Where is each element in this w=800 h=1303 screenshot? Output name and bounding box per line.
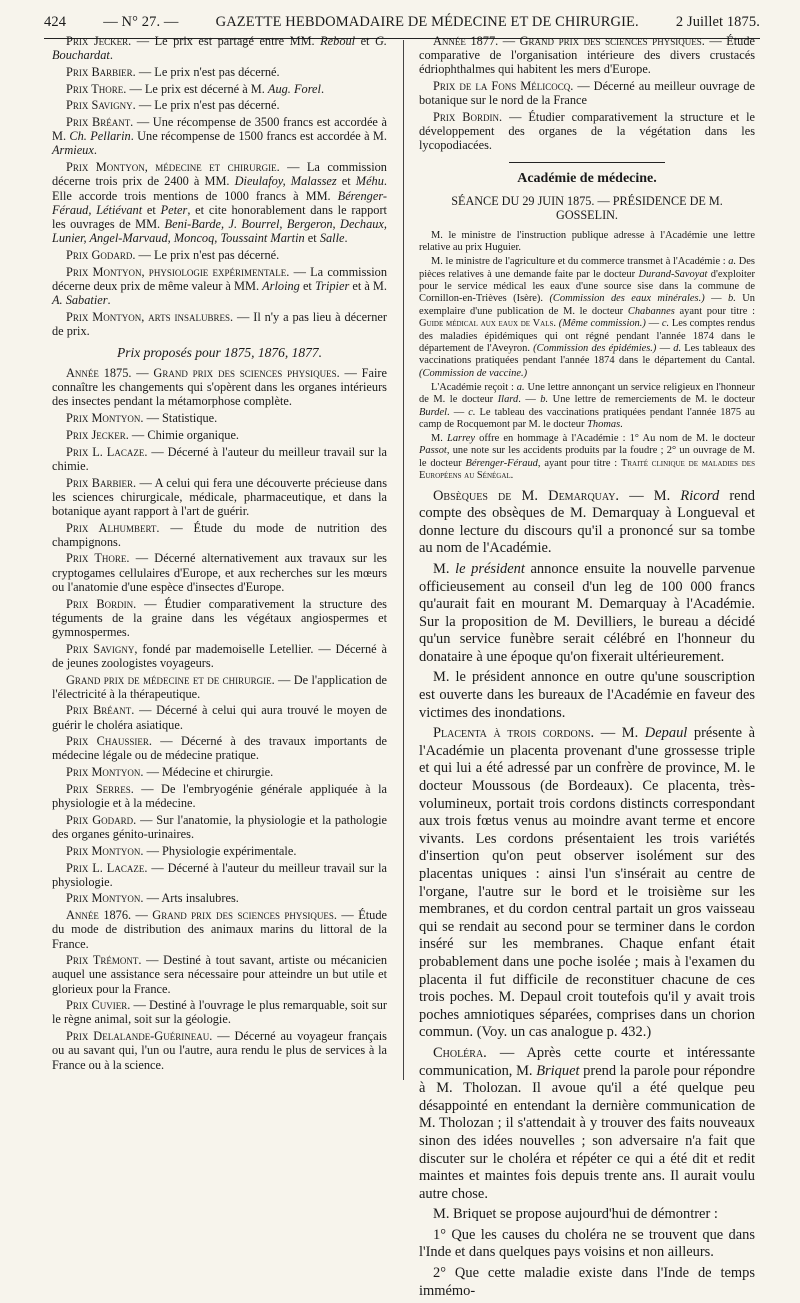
paragraph: Prix Thore. — Le prix est décerné à M. Aug. Forel. — [66, 81, 325, 96]
page-header — [44, 10, 760, 34]
paragraph: M. le président annonce en outre qu'une souscription est ouverte dans les bureaux de l'Académie en faveur des victimes des inondations. — [419, 669, 755, 721]
correspondence-block — [419, 230, 755, 483]
paragraph: Prix Savigny. — Le prix n'est pas décerné. — [66, 98, 280, 113]
paragraph: Prix Cuvier. — Destiné à l'ouvrage le plus remarquable, soit sur le règne animal, soit sur la géologie. — [52, 998, 387, 1027]
paragraph: Prix Thore. — Décerné alternativement aux travaux sur les cryptogames cellulaires d'Europe, et aux recherches sur les mœurs ou l'anatomie d'une espèce d'insectes d'Europe. — [52, 551, 387, 594]
proceedings-block — [419, 488, 755, 1301]
paragraph: M. Briquet se propose aujourd'hui de démontrer : — [433, 1206, 718, 1223]
paragraph: M. le ministre de l'agriculture et du commerce transmet à l'Académie : a. Des pièces relatives à une demande faite par le docteur Durand-Savoyat d'exploiter pour le service médical les eaux d'une source sise dans la commune de Cornillon-en-Trièves (Isère). (Commission des eaux minérales.) — b. Un exemplaire d'une publication de M. le docteur Chabannes ayant pour titre : Guide médical aux eaux de Vals. (Même commission.) — c. Les comptes rendus des maladies épidémiques qui ont régné pendant l'année 1874 dans le département de l'Aveyron. (Commission des épidémies.) — d. Les tableaux des vaccinations pratiquées pendant l'année 1874 dans le département du Cantal. (Commission de vaccine.) — [419, 256, 756, 379]
academy-heading: Académie de médecine. — [517, 171, 657, 187]
paragraph: M. le président annonce ensuite la nouvelle parvenue officieusement au conseil d'un leg de 100 000 francs qu'aurait fait en mourant M. Demarquay à l'Académie. Sur la proposition de M. Devilliers, le bureau a décidé qu'un service funèbre serait célébré en l'honneur du donataire à une époque qu'on fixerait ultérieurement. — [419, 560, 755, 665]
paragraph: Prix Montyon. — Médecine et chirurgie. — [66, 765, 274, 780]
session-heading: SÉANCE DU 29 JUIN 1875. — PRÉSIDENCE DE M. GOSSELIN. — [451, 193, 723, 222]
issue-number: — N° 27. — — [103, 13, 179, 30]
paragraph: Grand prix de médecine et de chirurgie. — De l'application de l'électricité à la thérapeutique. — [52, 672, 387, 701]
paragraph: Obsèques de M. Demarquay. — M. Ricord rend compte des obsèques de M. Demarquay à Longueval et donne lecture du discours qu'il a prononcé sur sa tombe au nom de l'Académie. — [419, 487, 756, 557]
paragraph: Prix Trémont. — Destiné à tout savant, artiste ou mécanicien auquel une assistance sera nécessaire pour atteindre un but utile et glorieux pour la France. — [52, 953, 387, 996]
paragraph: Prix Barbier. — Le prix n'est pas décerné. — [66, 64, 280, 79]
paragraph: L'Académie reçoit : a. Une lettre annonçant un service religieux en l'honneur de M. le docteur Ilard. — b. Une lettre de remerciements de M. le docteur Burdel. — c. Le tableau des vaccinations pratiquées pendant l'année 1875 au camp de Rocquemont par M. le docteur Thomas. — [419, 381, 756, 430]
paragraph: Prix Montyon. — Arts insalubres. — [66, 891, 239, 906]
paragraph: Prix Savigny, fondé par mademoiselle Letellier. — Décerné à de jeunes zoologistes voyageurs. — [52, 641, 387, 670]
column-divider — [403, 40, 404, 1080]
paragraph: Prix Serres. — De l'embryogénie générale appliquée à la physiologie et à la médecine. — [52, 781, 387, 811]
paragraph: Prix Bordin. — Étudier comparativement la structure des téguments de la graine dans les végétaux angiospermes et gymnospermes. — [52, 596, 387, 639]
paragraph: M. Larrey offre en hommage à l'Académie : 1° Au nom de M. le docteur Passot, une note sur les accidents produits par la foudre ; 2° un ouvrage de M. le docteur Bérenger-Féraud, ayant pour titre : Traité clinique de maladies des Européens au Sénégal. — [419, 432, 756, 482]
paragraph: Prix Godard. — Le prix n'est pas décerné. — [66, 247, 280, 262]
paragraph: Prix Jecker. — Le prix est partagé entre MM. Reboul et G. Bouchardat. — [52, 34, 387, 63]
paragraph: 1° Que les causes du choléra ne se trouvent que dans l'Inde et dans quelques pays voisins et non ailleurs. — [419, 1226, 755, 1261]
paragraph: Prix Delalande-Guérineau. — Décerné au voyageur français ou au savant qui, l'un ou l'autre, aura rendu le plus de services à la France ou à la science. — [52, 1029, 387, 1072]
left-column — [52, 34, 387, 1074]
paragraph: Prix Chaussier. — Décerné à des travaux importants de médecine légale ou de médecine pratique. — [52, 734, 387, 763]
section-rule — [509, 162, 665, 163]
paragraph: Prix Bréant. — Décerné à celui qui aura trouvé le moyen de guérir le choléra asiatique. — [52, 703, 387, 732]
page-number: 424 — [44, 13, 67, 30]
paragraph: Prix Alhumbert. — Étude du mode de nutrition des champignons. — [52, 520, 387, 549]
paragraph: Prix Montyon, médecine et chirurgie. — La commission décerne trois prix de 2400 à MM. Dieulafoy, Malassez et Méhu. Elle accorde trois mentions de 1000 francs à MM. Bérenger-Féraud, Létiévant et Peter, et cite honorablement dans le rapport les ouvrages de MM. Beni-Barde, J. Bourrel, Bergeron, Dechaux, Lunier, Angel-Marvaud, Moncoq, Toussaint Martin et Salle. — [52, 160, 387, 245]
paragraph: Prix Montyon. — Statistique. — [66, 411, 218, 426]
paragraph: Choléra. — Après cette courte et intéressante communication, M. Briquet prend la parole pour répondre à M. Tholozan. Il avoue qu'il a été quelque peu désappointé en entendant la dernière communication de M. Tholozan ; il s'attendait à y trouver des faits nouveaux sinon des idées nouvelles ; son adversaire n'a fait que discuter sur le choléra et répéter ce qui a été dit et redit maintes et maintes fois depuis trente ans. Il aurait voulu autre chose. — [419, 1044, 755, 1202]
journal-title: GAZETTE HEBDOMADAIRE DE MÉDECINE ET DE CHIRURGIE. — [215, 13, 639, 30]
paragraph: Prix L. Lacaze. — Décerné à l'auteur du meilleur travail sur la chimie. — [52, 444, 387, 473]
paragraph: Année 1875. — Grand prix des sciences physiques. — Faire connaître les changements qui s'opèrent dans les organes intérieurs des insectes pendant la métamorphose complète. — [52, 366, 387, 409]
right-column — [419, 34, 755, 1303]
paragraph: Prix Montyon. — Physiologie expérimentale. — [66, 843, 297, 858]
paragraph: Placenta à trois cordons. — M. Depaul présente à l'Académie un placenta provenant d'une grossesse triple et qui lui a été adressé par un confrère de province, M. le docteur Moussous (de Bordeaux). Ce placenta, très-volumineux, portait trois cordons distincts correspondant aux trois fœtus venus au moindre avant terme et encore vivants. Les cordons présentaient les trois variétés d'insertion qu'on peut observer isolément sur des placentas uniques : ainsi l'un s'insérait au centre de l'organe, l'autre sur le bord et le troisième sur les membranes, et du cordon central partait un gros vaisseau qui se rendait au second pour se terminer dans le cordon inséré sur les membranes. Chaque enfant était probablement dans une poche isolée ; mais à l'examen du placenta il fut difficile de reconstituer chacune de ces trois poches. M. Depaul croit toutefois qu'il y avait trois poches amniotiques séparées, comprises dans un chorion commun. (Voy. un cas analogue p. 432.) — [419, 725, 755, 1041]
paragraph: Prix Godard. — Sur l'anatomie, la physiologie et la pathologie des organes génito-urinaires. — [52, 812, 388, 842]
paragraph: M. le ministre de l'instruction publique adresse à l'Académie une lettre relative au prix Huguier. — [419, 229, 755, 254]
issue-date: 2 Juillet 1875. — [675, 13, 760, 30]
paragraph: Prix L. Lacaze. — Décerné à l'auteur du meilleur travail sur la physiologie. — [52, 860, 387, 889]
paragraph: Prix de la Fons Mélicocq. — Décerné au meilleur ouvrage de botanique sur le nord de la France — [419, 79, 755, 108]
paragraph: Prix Jecker. — Chimie organique. — [66, 427, 240, 442]
paragraph: Prix Barbier. — A celui qui fera une découverte précieuse dans les sciences chirurgicale, médicale, pharmaceutique, et dans la botanique ayant rapport à l'art de guérir. — [52, 475, 387, 518]
paragraph: Année 1876. — Grand prix des sciences physiques. — Étude du mode de distribution des animaux marins du littoral de la France. — [52, 908, 387, 951]
paragraph: 2° Que cette maladie existe dans l'Inde de temps immémo- — [419, 1265, 755, 1299]
paragraph: Prix Bordin. — Étudier comparativement la structure et le développement des organes de la végétation dans les lycopodiacées. — [419, 109, 755, 153]
paragraph: Prix Montyon, physiologie expérimentale. — La commission décerne deux prix de même valeur à MM. Arloing et Tripier et à M. A. Sabatier. — [52, 264, 387, 307]
paragraph: Année 1877. — Grand prix des sciences physiques. — Étude comparative de l'organisation intérieure des divers crustacés édriophthalmes qui habitent les mers d'Europe. — [419, 34, 755, 77]
paragraph: Prix Bréant. — Une récompense de 3500 francs est accordée à M. Ch. Pellarin. Une récompense de 1500 francs est accordée à M. Armieux. — [52, 115, 387, 158]
section-title: Prix proposés pour 1875, 1876, 1877. — [117, 344, 322, 360]
paragraph: Prix Montyon, arts insalubres. — Il n'y a pas lieu à décerner de prix. — [52, 309, 387, 338]
